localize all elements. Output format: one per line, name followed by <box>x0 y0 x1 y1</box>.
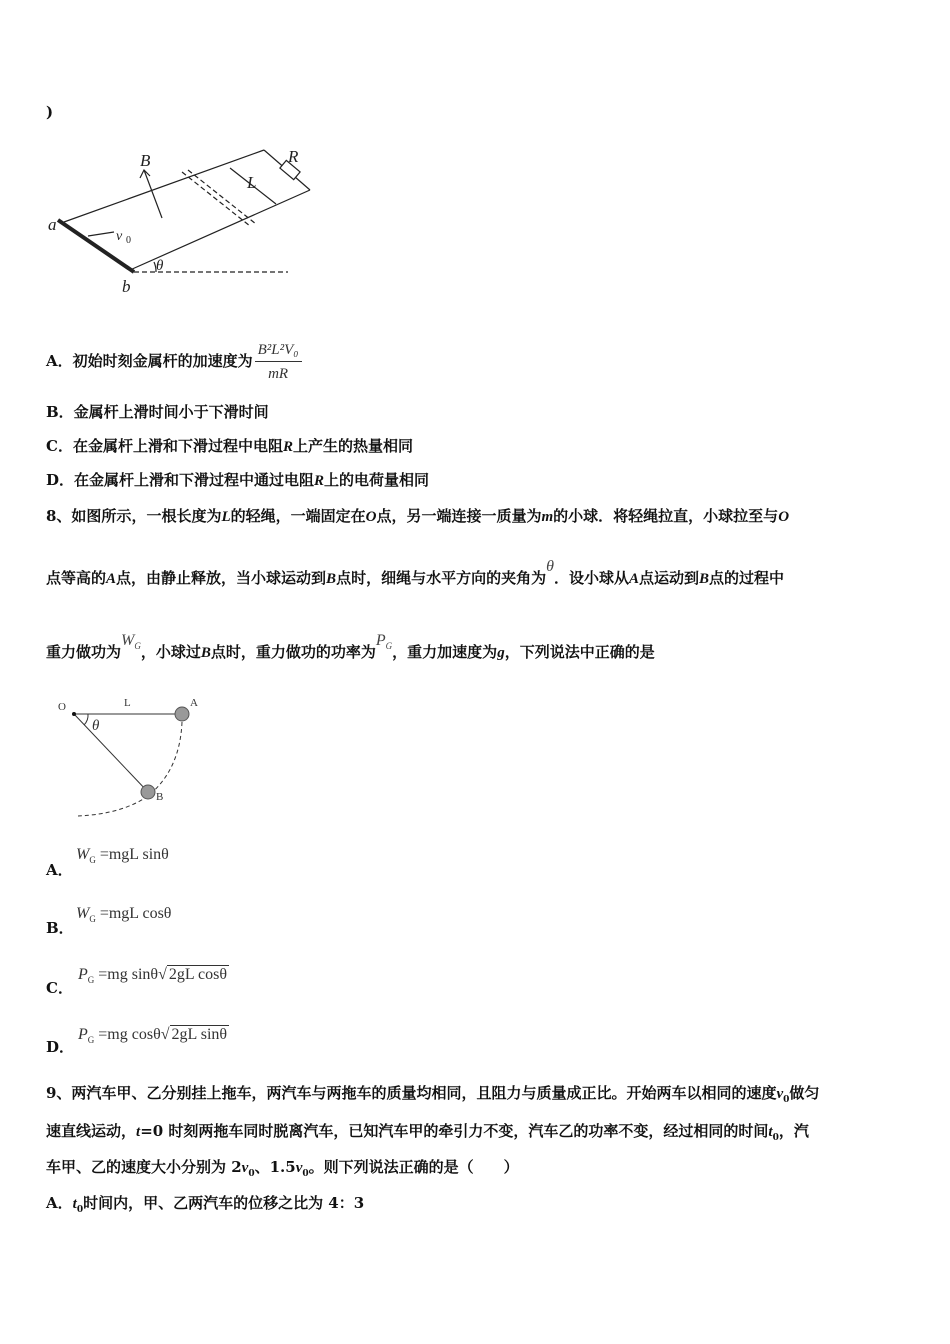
prev-option-c-b: 上产生的热量相同 <box>292 437 413 455</box>
B-arrow <box>144 170 162 218</box>
q8-var-A: A <box>106 571 117 587</box>
label-B: B <box>140 151 151 170</box>
q8-line-2 <box>46 558 785 589</box>
prev-option-d-a: D．在金属杆上滑和下滑过程中通过电阻 <box>46 471 315 489</box>
q9-option-a-text: 时间内，甲、乙两汽车的位移之比为 4：3 <box>83 1194 365 1212</box>
ball-A <box>175 707 189 721</box>
q9-option-a-label: A． <box>46 1194 73 1212</box>
q9-sub: 0 <box>248 1169 255 1179</box>
q9-text: ，汽 <box>778 1122 809 1140</box>
label-A: A <box>190 697 198 709</box>
q9-line-2 <box>46 1121 809 1144</box>
q8-line-1 <box>46 506 789 527</box>
label-L: L <box>247 173 257 192</box>
dashed-rod-2 <box>188 170 256 224</box>
ball-B <box>141 785 155 799</box>
prev-option-c-R: R <box>282 439 293 455</box>
prev-option-a-text: A．初始时刻金属杆的加速度为 <box>46 352 253 370</box>
q8-var-O: O <box>365 509 377 525</box>
theta-arc-8 <box>84 714 88 725</box>
accel-numerator: B²L²V₀ <box>255 340 302 362</box>
q9-sub: 0 <box>76 1205 84 1215</box>
q8-text: 点的过程中 <box>709 569 785 587</box>
q8-option-a-formula: $W_G =mgL$ sinθ <box>76 846 169 865</box>
q8-option-d[interactable]: D． <box>46 1038 75 1056</box>
q9-text: 、1.5 <box>254 1158 296 1176</box>
prev-option-c-a: C．在金属杆上滑和下滑过程中电阻 <box>46 437 283 455</box>
q9-text: 速直线运动， <box>46 1122 137 1140</box>
q8-var-B: B <box>200 645 211 661</box>
label-theta: θ <box>92 718 100 734</box>
q9-line-3 <box>46 1157 519 1180</box>
q8-text: ，下列说法中正确的是 <box>504 643 655 661</box>
pivot-O <box>72 712 76 716</box>
q8-var-WG: $W_G$ <box>121 632 141 651</box>
label-v: v <box>116 229 123 244</box>
label-a: a <box>48 215 57 234</box>
q9-text: =0 时刻两拖车同时脱离汽车，已知汽车甲的牵引力不变，汽车乙的功率不变，经过相同的时间 <box>140 1122 769 1140</box>
label-R: R <box>288 147 299 166</box>
accel-fraction <box>255 340 302 384</box>
q9-var-t0: t <box>72 1196 77 1212</box>
q9-text: 9、两汽车甲、乙分别挂上拖车，两汽车与两拖车的质量均相同，且阻力与质量成正比。开始两车以相同的速度 <box>46 1084 777 1102</box>
q8-option-b[interactable]: B． <box>46 919 74 937</box>
q8-text: 8、如图所示，一根长度为 <box>46 507 222 525</box>
q8-text: 点时，细绳与水平方向的夹角为 <box>336 569 547 587</box>
q8-line-3 <box>46 632 655 664</box>
q9-line-1 <box>46 1083 819 1106</box>
q9-sub: 0 <box>772 1133 779 1143</box>
q8-text: 的小球．将轻绳拉直，小球拉至与 <box>553 507 779 525</box>
q9-var-t: t <box>136 1124 141 1140</box>
label-theta: θ <box>156 258 164 274</box>
label-b: b <box>122 277 131 296</box>
q9-sub: 0 <box>783 1095 790 1105</box>
q9-sub: 0 <box>302 1169 309 1179</box>
q9-var-t0: t <box>768 1124 773 1140</box>
q8-var-L: L <box>221 509 231 525</box>
v-arrow <box>88 232 114 236</box>
dashed-rod <box>182 172 250 226</box>
q8-text: ．设小球从 <box>553 569 629 587</box>
label-v-sub: 0 <box>126 235 131 246</box>
pendulum-figure <box>52 690 212 820</box>
rail-top <box>64 150 264 222</box>
q8-var-g: g <box>497 645 505 661</box>
q8-text: 点，另一端连接一质量为 <box>376 507 542 525</box>
q8-var-m: m <box>541 509 554 525</box>
q9-text: 。则下列说法正确的是（ ） <box>308 1158 519 1176</box>
q8-option-d-formula: $P_G =mg$ cosθ√ 2gL sinθ <box>78 1026 228 1045</box>
q8-text: 点等高的 <box>46 569 107 587</box>
q8-text: ，小球过 <box>140 643 201 661</box>
label-L: L <box>124 697 131 709</box>
q8-text: ，重力加速度为 <box>392 643 498 661</box>
q8-text: 的轻绳，一端固定在 <box>230 507 366 525</box>
q8-var-B: B <box>326 571 337 587</box>
rail-figure <box>44 140 314 300</box>
q8-var-theta: θ <box>546 558 554 575</box>
rope-OB <box>74 714 148 792</box>
prev-option-b[interactable]: B．金属杆上滑时间小于下滑时间 <box>46 403 269 421</box>
q8-text: 点运动到 <box>638 569 699 587</box>
q9-var-v: v <box>241 1160 249 1176</box>
rod-ab <box>58 220 134 272</box>
prev-option-d-R: R <box>314 473 325 489</box>
q8-var-A: A <box>628 571 639 587</box>
q8-text: 重力做功为 <box>46 643 122 661</box>
q8-text: 点时，重力做功的功率为 <box>210 643 376 661</box>
prev-option-a[interactable] <box>46 340 302 384</box>
q9-text: 车甲、乙的速度大小分别为 2 <box>46 1158 242 1176</box>
q9-var-v: v <box>776 1086 784 1102</box>
q9-text: 做匀 <box>789 1084 820 1102</box>
q8-var-PG: $P_G$ <box>375 632 393 651</box>
q8-var-O: O <box>778 509 790 525</box>
prev-option-c[interactable] <box>46 436 413 457</box>
accel-denominator: mR <box>268 366 289 382</box>
q8-option-b-formula: $W_G =mgL$ cosθ <box>76 905 172 924</box>
q8-var-B: B <box>698 571 709 587</box>
prev-option-d[interactable] <box>46 470 429 491</box>
q9-option-a[interactable] <box>46 1193 364 1216</box>
q8-text: 点，由静止释放，当小球运动到 <box>116 569 327 587</box>
q8-option-c-formula: $P_G =mg$ sinθ√ 2gL cosθ <box>78 966 228 985</box>
q9-var-v: v <box>295 1160 303 1176</box>
ball-path <box>78 722 182 816</box>
paren-close: ) <box>46 103 54 121</box>
q8-option-a[interactable]: A． <box>46 861 73 879</box>
label-B: B <box>156 791 164 803</box>
prev-option-d-b: 上的电荷量相同 <box>324 471 430 489</box>
label-O: O <box>58 701 66 713</box>
q8-option-c[interactable]: C． <box>46 979 73 997</box>
